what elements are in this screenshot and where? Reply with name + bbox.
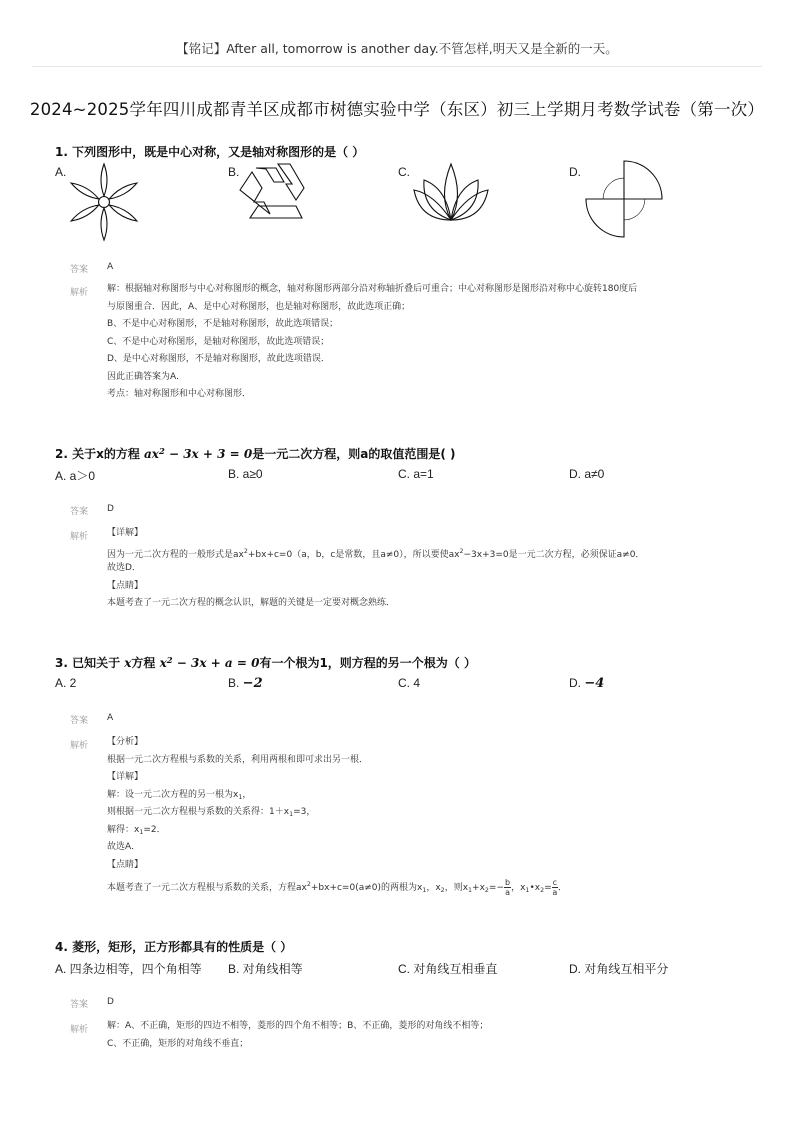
q1-answer-label: 答案: [70, 265, 89, 275]
q1-analysis-line: 考点：轴对称图形和中心对称图形．: [107, 389, 252, 399]
q1-option-d-label: D.: [569, 165, 581, 179]
q2-analysis-line: 【详解】: [107, 528, 144, 538]
q1-analysis-line: C、不是中心对称图形，是轴对称图形，故此选项错误；: [107, 336, 330, 347]
q2-option-c: C. a=1: [398, 467, 434, 481]
q3-option-c: C. 4: [398, 676, 421, 690]
q3-analysis-line: 【分析】: [107, 737, 144, 747]
q3-analysis-line: 【点睛】: [107, 859, 144, 870]
question-3-stem: 3. 已知关于 x方程 $x^2 - 3x + a = 0$有一个根为1，则方程的另一个根为（ ）: [55, 655, 476, 670]
question-4-stem: 4. 菱形，矩形，正方形都具有的性质是（ ）: [55, 940, 293, 954]
q2-option-d: D. a≠0: [569, 467, 605, 481]
q4-option-c: C. 对角线互相垂直: [398, 962, 498, 976]
q1-option-c-label: C.: [398, 165, 410, 179]
q2-option-b: B. a≥0: [228, 467, 263, 481]
q2-analysis-line: 因为一元二次方程的一般形式是$ax^2+bx+c=0(a$，b，c是常数，且a≠0），所以要使$ax^2-3x+3=0$是一元二次方程，必须保证a≠0．: [107, 547, 645, 560]
q3-option-a: A. 2: [55, 676, 77, 690]
fraction-b-over-a: $\frac{b}{a}$: [505, 878, 511, 897]
q4-option-b: B. 对角线相等: [228, 962, 303, 976]
q3-analysis-line: 解得：$x_1=2$．: [107, 824, 166, 836]
q2-analysis-line: 【点睛】: [107, 580, 144, 591]
q2-answer-value: D: [107, 504, 114, 514]
page-title: 2024~2025学年四川成都青羊区成都市树德实验中学（东区）初三上学期月考数学试卷（第一次）: [29, 100, 765, 119]
q3-answer-label: 答案: [70, 716, 89, 726]
q3-analysis-line: 【详解】: [107, 772, 144, 782]
q3-option-d: D. −4: [569, 676, 605, 691]
q2-analysis-line: 故选D．: [107, 563, 141, 573]
q1-analysis-line: B、不是中心对称图形，不是轴对称图形，故此选项错误；: [107, 319, 339, 329]
fraction-c-over-a: $\frac{c}{a}$: [552, 878, 558, 897]
q3-analysis-line: 则根据一元二次方程根与系数的关系得：$1+x_1=3$，: [107, 807, 316, 818]
q4-option-d: D. 对角线互相平分: [569, 962, 669, 976]
q1-answer-value: A: [107, 262, 114, 272]
question-1-stem: 1. 下列图形中，既是中心对称，又是轴对称图形的是（ ）: [55, 145, 365, 159]
q3-option-b: B. −2: [228, 676, 263, 691]
recycle-triangle-figure: [236, 160, 308, 224]
q3-analysis-line: 本题考查了一元二次方程根与系数的关系，方程$ax^2+bx+c=0(a\ne 0)$的两根为$x_1$，$x_2$，则$x_1+x_2=-$ $\frac{b}{a}$ ，$x_1•x_2=$ $\frac{c}{a}$ ．: [107, 878, 568, 897]
q3-analysis-label: 解析: [70, 741, 89, 751]
q3-analysis-line: 根据一元二次方程根与系数的关系，利用两根和即可求出另一根．: [107, 754, 369, 765]
motto-line: 【铭记】After all, tomorrow is another day.不管怎样,明天又是全新的一天。: [176, 41, 618, 56]
q1-analysis-line: D、是中心对称图形，不是轴对称图形，故此选项错误．: [107, 354, 330, 364]
q2-analysis-label: 解析: [70, 532, 89, 542]
q4-answer-label: 答案: [70, 1000, 89, 1010]
q4-answer-value: D: [107, 997, 114, 1007]
q1-option-a-label: A.: [55, 165, 67, 179]
flower-figure: [66, 160, 142, 244]
q3-analysis-line: 解：设一元二次方程的另一根为$x_1$，: [107, 789, 252, 801]
q2-option-a: A. a＞0: [55, 469, 96, 483]
q1-analysis-line: 解：根据轴对称图形与中心对称图形的概念，轴对称图形两部分沿对称轴折叠后可重合；中心对称图形是图形沿对称中心旋转180度后: [107, 284, 638, 294]
q2-answer-label: 答案: [70, 507, 89, 517]
q1-analysis-label: 解析: [70, 288, 89, 298]
question-2-stem: 2. 关于x的方程 $ax^2 - 3x + 3 = 0$是一元二次方程，则a的取值范围是( ): [55, 446, 456, 461]
q1-option-b-label: B.: [228, 165, 240, 179]
q4-analysis-label: 解析: [70, 1025, 89, 1035]
pinwheel-figure: [584, 158, 664, 240]
q2-analysis-line: 本题考查了一元二次方程的概念认识，解题的关键是一定要对概念熟练．: [107, 598, 396, 608]
q1-analysis-line: 因此正确答案为A．: [107, 371, 186, 382]
q4-analysis-line: 解：A、不正确，矩形的四边不相等，菱形的四个角不相等；B、不正确，菱形的对角线不相等；: [107, 1021, 489, 1031]
q4-analysis-line: C、不正确，矩形的对角线不垂直；: [107, 1038, 249, 1049]
q1-analysis-line: 与原图重合．因此，A、是中心对称图形，也是轴对称图形，故此选项正确；: [107, 301, 411, 312]
q3-answer-value: A: [107, 713, 114, 723]
q3-analysis-line: 故选A．: [107, 842, 141, 852]
q4-option-a: A. 四条边相等，四个角相等: [55, 962, 202, 976]
lotus-figure: [408, 158, 494, 224]
header-divider: [32, 66, 762, 67]
